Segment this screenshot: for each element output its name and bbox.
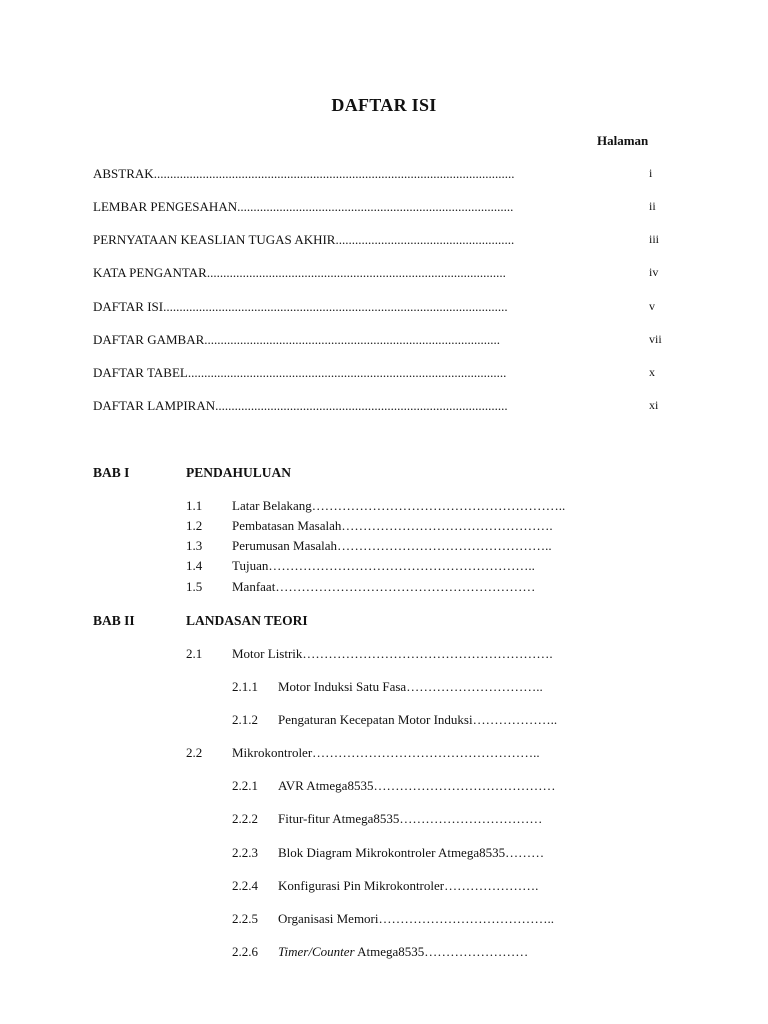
section-label: Tujuan — [232, 558, 269, 573]
page-number: ii — [649, 199, 656, 213]
leader-dots: .......................................................................................... — [215, 398, 508, 413]
section-number: 2.2.3 — [232, 845, 258, 860]
section-number: 2.2.4 — [232, 878, 258, 893]
page-number: iv — [649, 265, 659, 279]
leader-dots: …………………………………… — [373, 778, 556, 793]
leader-dots: ............................................................................................................... — [153, 166, 515, 181]
leader-dots: ………………………………….. — [378, 911, 554, 926]
section-number: 2.2 — [186, 745, 203, 760]
section-number: 2.1.1 — [232, 679, 258, 694]
section-label: Mikrokontroler — [232, 745, 313, 760]
section-label: Pembatasan Masalah — [232, 518, 342, 533]
leader-dots: ..................................................................................... — [237, 199, 514, 214]
section-number: 1.3 — [186, 538, 203, 553]
toc-entry-daftar-gambar — [93, 332, 663, 350]
leader-dots: ……………….. — [472, 712, 558, 727]
leader-dots: ………………………….. — [406, 679, 543, 694]
page-number: v — [649, 299, 655, 313]
entry-label: LEMBAR PENGESAHAN — [93, 199, 238, 214]
leader-dots: .......................................................................................................... — [163, 299, 508, 314]
leader-dots: ........................................................................................... — [204, 332, 501, 347]
leader-dots: ………………………………………………….. — [311, 498, 566, 513]
chapter-title: LANDASAN TEORI — [186, 613, 308, 628]
leader-dots: …………………. — [444, 878, 539, 893]
leader-dots: …………………… — [424, 944, 529, 959]
section-label: Motor Listrik — [232, 646, 303, 661]
toc-entry-kata-pengantar — [93, 265, 663, 283]
section-label-italic: Timer/Counter — [278, 944, 355, 959]
entry-label: DAFTAR GAMBAR — [93, 332, 205, 347]
section-number: 2.2.5 — [232, 911, 258, 926]
section-number: 1.5 — [186, 579, 203, 594]
leader-dots: ....................................................... — [335, 232, 515, 247]
section-number: 2.1.2 — [232, 712, 258, 727]
section-number: 2.1 — [186, 646, 203, 661]
leader-dots: …………………………………………………….. — [268, 558, 535, 573]
section-label: Blok Diagram Mikrokontroler Atmega8535 — [278, 845, 506, 860]
section-label: Latar Belakang — [232, 498, 312, 513]
toc-entry-lembar-pengesahan — [93, 199, 663, 217]
entry-label: DAFTAR LAMPIRAN — [93, 398, 216, 413]
chapter-title: PENDAHULUAN — [186, 465, 292, 480]
leader-dots: …………………………………………………. — [302, 646, 553, 661]
page-number: iii — [649, 232, 660, 246]
section-number: 2.2.6 — [232, 944, 258, 959]
section-label: Fitur-fitur Atmega8535 — [278, 811, 400, 826]
chapter-number: BAB II — [93, 613, 135, 628]
entry-label: PERNYATAAN KEASLIAN TUGAS AKHIR — [93, 232, 336, 247]
toc-entry-daftar-lampiran — [93, 398, 663, 416]
section-label: Konfigurasi Pin Mikrokontroler — [278, 878, 445, 893]
page-number: xi — [649, 398, 659, 412]
section-label: Atmega8535 — [354, 944, 425, 959]
section-number: 1.1 — [186, 498, 203, 513]
section-number: 1.2 — [186, 518, 203, 533]
leader-dots: .................................................................................................. — [187, 365, 507, 380]
leader-dots: ……… — [505, 845, 545, 860]
section-number: 1.4 — [186, 558, 203, 573]
section-number: 2.2.2 — [232, 811, 258, 826]
leader-dots: …………………………………………….. — [312, 745, 540, 760]
leader-dots: …………………………………………. — [341, 518, 553, 533]
halaman-header: Halaman — [597, 133, 649, 148]
toc-entry-pernyataan — [93, 232, 663, 250]
toc-entry-daftar-isi — [93, 299, 663, 317]
section-label: Organisasi Memori — [278, 911, 379, 926]
section-label: Motor Induksi Satu Fasa — [278, 679, 407, 694]
entry-label: ABSTRAK — [93, 166, 154, 181]
section-label: Manfaat — [232, 579, 276, 594]
entry-label: DAFTAR ISI — [93, 299, 164, 314]
leader-dots: ………………………………………….. — [337, 538, 552, 553]
entry-label: DAFTAR TABEL — [93, 365, 188, 380]
leader-dots: …………………………………………………… — [275, 579, 536, 594]
leader-dots: …………………………… — [399, 811, 543, 826]
section-number: 2.2.1 — [232, 778, 258, 793]
section-label: Perumusan Masalah — [232, 538, 338, 553]
toc-entry-daftar-tabel — [93, 365, 663, 383]
page-number: vii — [649, 332, 662, 346]
page-number: i — [649, 166, 653, 180]
page-number: x — [649, 365, 655, 379]
leader-dots: ............................................................................................ — [206, 265, 506, 280]
section-label: Pengaturan Kecepatan Motor Induksi — [278, 712, 473, 727]
chapter-number: BAB I — [93, 465, 130, 480]
section-label: AVR Atmega8535 — [278, 778, 374, 793]
toc-entry-abstrak — [93, 166, 663, 184]
entry-label: KATA PENGANTAR — [93, 265, 207, 280]
page-title: DAFTAR ISI — [331, 95, 437, 115]
